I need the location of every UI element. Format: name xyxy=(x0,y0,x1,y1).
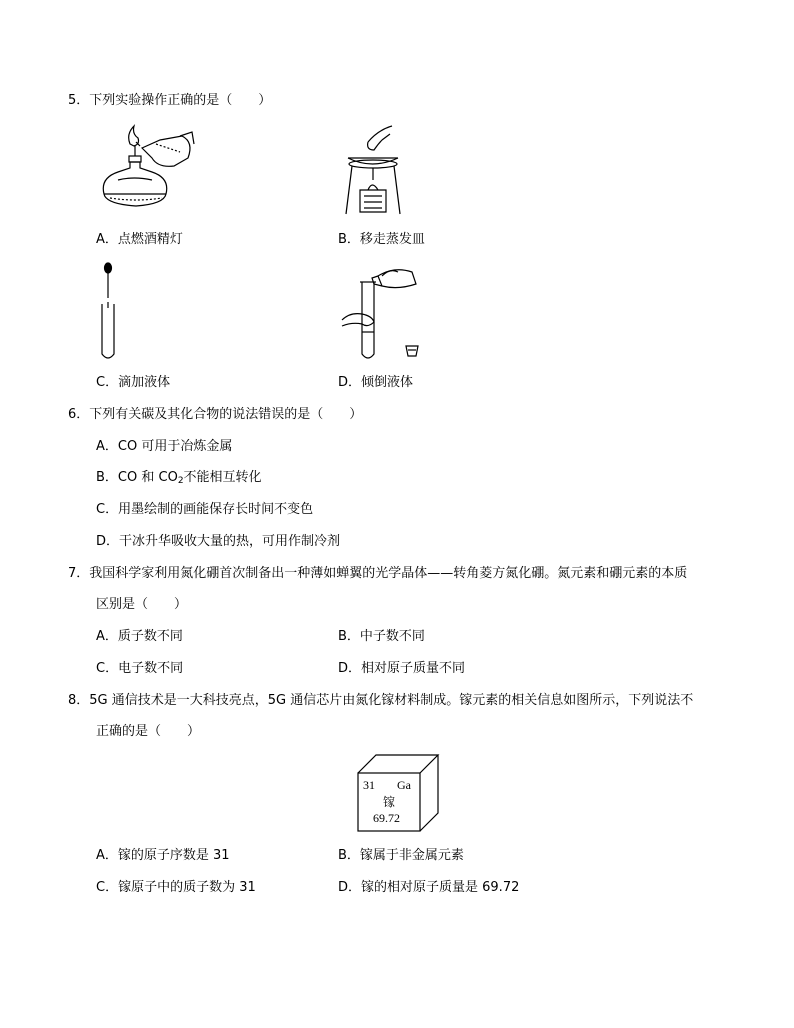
q8-stem-line1: 8．5G 通信技术是一大科技亮点，5G 通信芯片由氮化镓材料制成。镓元素的相关信息如图所示，下列说法不 xyxy=(68,693,694,708)
element-mass: 69.72 xyxy=(373,811,400,825)
q8-option-a: A．镓的原子序数是 31 xyxy=(96,848,230,863)
pouring-liquid-figure xyxy=(338,262,422,362)
q6-option-d: D．干冰升华吸收大量的热，可用作制冷剂 xyxy=(96,534,341,549)
q8-option-c: C．镓原子中的质子数为 31 xyxy=(96,880,256,895)
q7-option-a: A．质子数不同 xyxy=(96,629,183,644)
q6-option-b: B．CO 和 $CO_2$不能相互转化 xyxy=(96,470,262,486)
q7-stem-line2: 区别是（ ） xyxy=(96,597,188,612)
element-name: 镓 xyxy=(383,795,396,809)
q8-option-d: D．镓的相对原子质量是 69.72 xyxy=(338,880,520,895)
evaporating-dish-figure xyxy=(338,124,408,216)
element-number: 31 xyxy=(363,778,375,792)
q6-option-a: A．CO 可用于冶炼金属 xyxy=(96,439,233,454)
dropper-figure xyxy=(96,262,120,362)
q7-option-d: D．相对原子质量不同 xyxy=(338,661,466,676)
q7-option-c: C．电子数不同 xyxy=(96,661,184,676)
alcohol-lamp-figure xyxy=(96,122,196,214)
q5-option-d: D．倾倒液体 xyxy=(338,375,414,390)
q8-option-b: B．镓属于非金属元素 xyxy=(338,848,464,863)
q5-stem: 5．下列实验操作正确的是（ ） xyxy=(68,93,272,108)
q7-stem-line1: 7．我国科学家利用氮化硼首次制备出一种薄如蝉翼的光学晶体——转角菱方氮化硼。氮元素和硼元素的本质 xyxy=(68,566,688,581)
q6-option-c: C．用墨绘制的画能保存长时间不变色 xyxy=(96,502,314,517)
q6-stem: 6．下列有关碳及其化合物的说法错误的是（ ） xyxy=(68,407,363,422)
q7-option-b: B．中子数不同 xyxy=(338,629,425,644)
q5-option-a: A．点燃酒精灯 xyxy=(96,232,183,247)
q5-option-b: B．移走蒸发皿 xyxy=(338,232,425,247)
q5-option-c: C．滴加液体 xyxy=(96,375,171,390)
element-tile xyxy=(356,753,440,833)
element-symbol: Ga xyxy=(397,778,411,792)
q8-stem-line2: 正确的是（ ） xyxy=(96,724,201,739)
